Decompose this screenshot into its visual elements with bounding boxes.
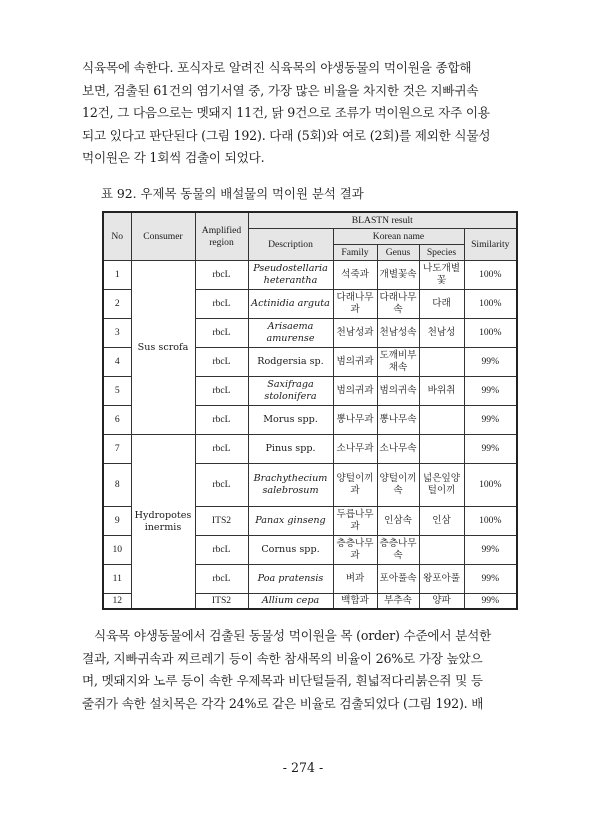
- food-source-table: [102, 211, 518, 610]
- cell-species: [419, 406, 464, 435]
- table-row: [103, 261, 517, 290]
- cell-description: Pseudostellaria heterantha: [248, 261, 333, 290]
- cell-genus: 포아풀속: [377, 565, 419, 594]
- cell-genus: 층층나무속: [377, 536, 419, 565]
- cell-no: 7: [103, 435, 131, 464]
- cell-genus: 천남성속: [377, 319, 419, 348]
- cell-similarity: 100%: [464, 319, 517, 348]
- paragraph-line: 식육목 야생동물에서 검출된 동물성 먹이원을 목 (order) 수준에서 분석한: [94, 628, 492, 643]
- cell-region: rbcL: [195, 290, 248, 319]
- cell-similarity: 99%: [464, 377, 517, 406]
- paragraph-line: 되고 있다고 판단된다 (그림 192). 다래 (5회)와 여로 (2회)를 제외한 식물성: [82, 127, 491, 143]
- cell-genus: 뽕나무속: [377, 406, 419, 435]
- cell-genus: 인삼속: [377, 507, 419, 536]
- cell-family: 범의귀과: [333, 348, 377, 377]
- cell-no: 5: [103, 377, 131, 406]
- cell-description: Brachythecium salebrosum: [248, 464, 333, 507]
- cell-similarity: 99%: [464, 565, 517, 594]
- cell-region: rbcL: [195, 377, 248, 406]
- cell-similarity: 100%: [464, 464, 517, 507]
- cell-similarity: 100%: [464, 261, 517, 290]
- cell-description: Pinus spp.: [248, 435, 333, 464]
- body-paragraph-1: [82, 57, 524, 170]
- paragraph-line: 먹이원은 각 1회씩 검출이 되었다.: [82, 150, 265, 166]
- cell-similarity: 100%: [464, 507, 517, 536]
- cell-species: 왕포아풀: [419, 565, 464, 594]
- cell-similarity: 99%: [464, 594, 517, 610]
- cell-genus: 다래나무속: [377, 290, 419, 319]
- cell-description: Saxifraga stolonifera: [248, 377, 333, 406]
- cell-region: rbcL: [195, 406, 248, 435]
- cell-description: Rodgersia sp.: [248, 348, 333, 377]
- page-number: - 274 -: [282, 760, 324, 775]
- cell-species: 인삼: [419, 507, 464, 536]
- header-family: Family: [333, 245, 377, 261]
- cell-species: 양파: [419, 594, 464, 610]
- cell-species: [419, 536, 464, 565]
- cell-similarity: 99%: [464, 435, 517, 464]
- cell-family: 두릅나무과: [333, 507, 377, 536]
- paragraph-line: 보면, 검출된 61건의 염기서열 중, 가장 많은 비율을 차지한 것은 지빠귀속: [82, 82, 479, 98]
- cell-no: 11: [103, 565, 131, 594]
- cell-similarity: 99%: [464, 536, 517, 565]
- cell-genus: 부추속: [377, 594, 419, 610]
- cell-family: 벼과: [333, 565, 377, 594]
- paragraph-line: 결과, 지빠귀속과 찌르레기 등이 속한 참새목의 비율이 26%로 가장 높았으: [82, 650, 483, 666]
- header-genus: Genus: [377, 245, 419, 261]
- cell-no: 10: [103, 536, 131, 565]
- cell-description: Poa pratensis: [248, 565, 333, 594]
- cell-species: 다래: [419, 290, 464, 319]
- cell-no: 6: [103, 406, 131, 435]
- cell-family: 층층나무과: [333, 536, 377, 565]
- cell-no: 12: [103, 594, 131, 610]
- cell-similarity: 99%: [464, 348, 517, 377]
- cell-consumer: Sus scrofa: [131, 261, 195, 435]
- paragraph-line: 12건, 그 다음으로는 멧돼지 11건, 닭 9건으로 조류가 먹이원으로 자주 이용: [82, 105, 490, 121]
- cell-consumer: Hydropotes inermis: [131, 435, 195, 610]
- cell-no: 1: [103, 261, 131, 290]
- cell-region: rbcL: [195, 435, 248, 464]
- body-paragraph-2: [82, 625, 524, 715]
- cell-description: Cornus spp.: [248, 536, 333, 565]
- cell-similarity: 99%: [464, 406, 517, 435]
- cell-no: 4: [103, 348, 131, 377]
- table-row: [103, 435, 517, 464]
- cell-region: rbcL: [195, 319, 248, 348]
- cell-region: rbcL: [195, 348, 248, 377]
- cell-family: 석죽과: [333, 261, 377, 290]
- paragraph-line: 줄쥐가 속한 설치목은 각각 24%로 같은 비율로 검출되었다 (그림 192). 배: [82, 695, 484, 711]
- header-blastn-result: BLASTN result: [248, 212, 517, 229]
- cell-description: Allium cepa: [248, 594, 333, 610]
- cell-region: ITS2: [195, 507, 248, 536]
- table-caption: 표 92. 우제목 동물의 배설물의 먹이원 분석 결과: [101, 186, 364, 201]
- cell-family: 백합과: [333, 594, 377, 610]
- cell-family: 양털이끼과: [333, 464, 377, 507]
- header-consumer: Consumer: [131, 212, 195, 261]
- cell-family: 다래나무과: [333, 290, 377, 319]
- cell-species: [419, 348, 464, 377]
- cell-region: rbcL: [195, 261, 248, 290]
- cell-description: Arisaema amurense: [248, 319, 333, 348]
- cell-family: 소나무과: [333, 435, 377, 464]
- header-similarity: Similarity: [464, 229, 517, 261]
- cell-species: 나도개별꽃: [419, 261, 464, 290]
- cell-family: 뽕나무과: [333, 406, 377, 435]
- cell-family: 천남성과: [333, 319, 377, 348]
- cell-region: rbcL: [195, 464, 248, 507]
- cell-similarity: 100%: [464, 290, 517, 319]
- paragraph-line: 식육목에 속한다. 포식자로 알려진 식육목의 야생동물의 먹이원을 종합해: [82, 60, 472, 75]
- header-korean-name: Korean name: [333, 229, 464, 245]
- cell-species: 천남성: [419, 319, 464, 348]
- cell-genus: 개별꽃속: [377, 261, 419, 290]
- cell-species: 바위취: [419, 377, 464, 406]
- cell-description: Actinidia arguta: [248, 290, 333, 319]
- cell-genus: 소나무속: [377, 435, 419, 464]
- cell-no: 9: [103, 507, 131, 536]
- cell-genus: 도깨비부채속: [377, 348, 419, 377]
- cell-species: [419, 435, 464, 464]
- cell-species: 넓은잎양털이끼: [419, 464, 464, 507]
- cell-no: 3: [103, 319, 131, 348]
- paragraph-line: 며, 멧돼지와 노루 등이 속한 우제목과 비단털들쥐, 흰넓적다리붉은쥐 및 등: [82, 673, 483, 689]
- header-amplified-region: Amplified region: [195, 212, 248, 261]
- cell-genus: 양털이끼속: [377, 464, 419, 507]
- cell-region: rbcL: [195, 536, 248, 565]
- header-species: Species: [419, 245, 464, 261]
- cell-genus: 범의귀속: [377, 377, 419, 406]
- header-description: Description: [248, 229, 333, 261]
- cell-description: Panax ginseng: [248, 507, 333, 536]
- cell-description: Morus spp.: [248, 406, 333, 435]
- cell-family: 범의귀과: [333, 377, 377, 406]
- header-no: No: [103, 212, 131, 261]
- cell-region: rbcL: [195, 565, 248, 594]
- cell-region: ITS2: [195, 594, 248, 610]
- cell-no: 8: [103, 464, 131, 507]
- cell-no: 2: [103, 290, 131, 319]
